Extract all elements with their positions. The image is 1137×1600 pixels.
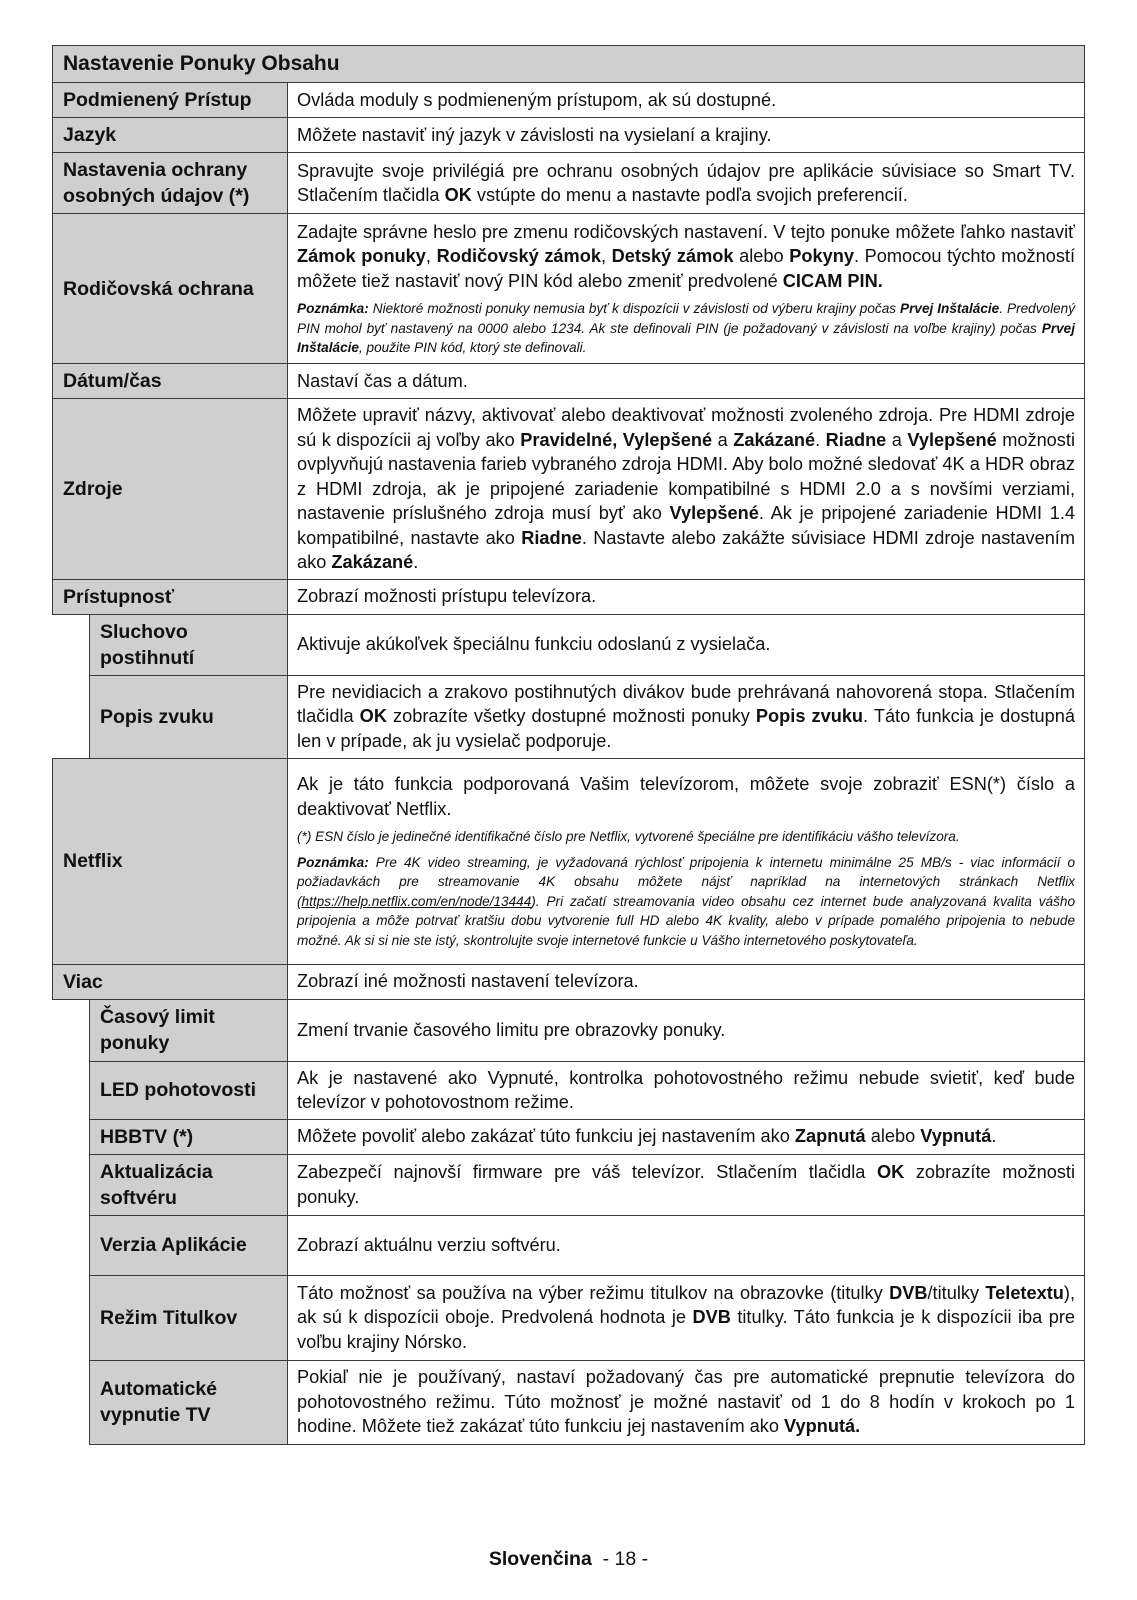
row-label: Aktualizácia softvéru [90, 1154, 288, 1215]
table-row [53, 153, 1085, 214]
row-description: Môžete povoliť alebo zakázať túto funkciu jej nastavením ako Zapnutá alebo Vypnutá. [288, 1119, 1085, 1154]
row-description: Pre nevidiacich a zrakovo postihnutých divákov bude prehrávaná nahovorená stopa. Stlačením tlačidla OK zobrazíte všetky dostupné možnosti ponuky Popis zvuku. Táto funkcia je dostupná len v prípade, ak ju vysielač podporuje. [288, 675, 1085, 758]
row-label: Netflix [53, 758, 288, 964]
row-label [53, 153, 288, 214]
indent-spacer [53, 1061, 90, 1119]
page-footer [0, 1548, 1137, 1571]
row-label-line: Nastavenia ochrany [63, 159, 248, 181]
row-label: Zdroje [53, 399, 288, 580]
row-label: Dátum/čas [53, 364, 288, 399]
row-description: Ovláda moduly s podmieneným prístupom, ak sú dostupné. [288, 83, 1085, 118]
table-title: Nastavenie Ponuky Obsahu [53, 46, 1085, 83]
indent-spacer [53, 1119, 90, 1154]
row-label: Viac [53, 964, 288, 999]
table-header-row [53, 46, 1085, 83]
row-description: Zmení trvanie časového limitu pre obrazovky ponuky. [288, 999, 1085, 1061]
table-row [53, 1360, 1085, 1444]
indent-spacer [53, 614, 90, 675]
row-description: Spravujte svoje privilégiá pre ochranu osobných údajov pre aplikácie súvisiace so Smart TV. Stlačením tlačidla OK vstúpte do menu a nastavte podľa svojich preferencií. [288, 153, 1085, 214]
row-label: Režim Titulkov [90, 1275, 288, 1360]
table-row [53, 1154, 1085, 1215]
table-row [53, 964, 1085, 999]
note-text: Poznámka: Niektoré možnosti ponuky nemusia byť k dispozícii v závislosti od výberu krajiny počas Prvej Inštalácie. Predvolený PIN mohol byť nastavený na 0000 alebo 1234. Ak ste definovali PIN (je požadovaný v závislosti na voľbe krajiny) počas Prvej Inštalácie, použite PIN kód, ktorý ste definovali. [297, 301, 1076, 355]
table-row [53, 758, 1085, 964]
row-label: Podmienený Prístup [53, 83, 288, 118]
settings-table [52, 45, 1085, 1445]
table-row [53, 214, 1085, 364]
indent-spacer [53, 675, 90, 758]
row-label-line: osobných údajov (*) [63, 185, 250, 207]
row-label: HBBTV (*) [90, 1119, 288, 1154]
indent-spacer [53, 1360, 90, 1444]
footer-language: Slovenčina [488, 1548, 592, 1570]
row-description: Nastaví čas a dátum. [288, 364, 1085, 399]
note-text: Poznámka: Pre 4K video streaming, je vyžadovaná rýchlosť pripojenia k internetu minimálne 25 MB/s - viac informácií o požiadavkách pre streamovanie 4K obsahu môžete nájsť napríklad na internetových stránkach Netflix (https://help.netflix.com/en/node/13444). Pri začatí streamovania video obsahu cez internet bude analyzovaná kvalita vášho pripojenia a môže potrvať kratšiu dobu vytvorenie full HD alebo 4K kvality, alebo v prípade pomalého pripojenia to nebude možné. Ak si si nie ste istý, skontrolujte svoje internetové funkcie u Vášho internetového poskytovateľa. [297, 854, 1076, 948]
table-row [53, 1061, 1085, 1119]
esn-note: (*) ESN číslo je jedinečné identifikačné číslo pre Netflix, vytvorené špeciálne pre identifikáciu vášho televízora. [297, 829, 960, 844]
row-label: Časový limit ponuky [90, 999, 288, 1061]
row-description: Zobrazí aktuálnu verziu softvéru. [288, 1215, 1085, 1275]
indent-spacer [53, 999, 90, 1061]
row-label: Sluchovo postihnutí [90, 614, 288, 675]
table-row [53, 83, 1085, 118]
indent-spacer [53, 1154, 90, 1215]
row-label: LED pohotovosti [90, 1061, 288, 1119]
table-row [53, 364, 1085, 399]
row-label: Jazyk [53, 118, 288, 153]
row-label: Prístupnosť [53, 579, 288, 614]
row-description: Môžete upraviť názvy, aktivovať alebo deaktivovať možnosti zvoleného zdroja. Pre HDMI zdroje sú k dispozícii aj voľby ako Pravidelné, Vylepšené a Zakázané. Riadne a Vylepšené možnosti ovplyvňujú nastavenia farieb vybraného zdroja HDMI. Aby bolo možné sledovať 4K a HDR obraz z HDMI zdroja, ak je pripojené zariadenie kompatibilné s HDMI 2.0 a s novšími verziami, nastavenie príslušného zdroja musí byť ako Vylepšené. Ak je pripojené zariadenie HDMI 1.4 kompatibilné, nastavte ako Riadne. Nastavte alebo zakážte súvisiace HDMI zdroje nastavením ako Zakázané. [288, 399, 1085, 580]
row-description: Zadajte správne heslo pre zmenu rodičovských nastavení. V tejto ponuke môžete ľahko nastaviť Zámok ponuky, Rodičovský zámok, Detský zámok alebo Pokyny. Pomocou týchto možností môžete tiež nastaviť nový PIN kód alebo zmeniť predvolené CICAM PIN. Poznámka: Niektoré možnosti ponuky nemusia byť k dispozícii v závislosti od výberu krajiny počas Prvej Inštalácie. Predvolený PIN mohol byť nastavený na 0000 alebo 1234. Ak ste definovali PIN (je požadovaný v závislosti na voľbe krajiny) počas Prvej Inštalácie, použite PIN kód, ktorý ste definovali. [288, 214, 1085, 364]
row-description: Ak je nastavené ako Vypnuté, kontrolka pohotovostného režimu nebude svietiť, keď bude televízor v pohotovostnom režime. [288, 1061, 1085, 1119]
indent-spacer [53, 1215, 90, 1275]
row-label: Verzia Aplikácie [90, 1215, 288, 1275]
row-description: Pokiaľ nie je používaný, nastaví požadovaný čas pre automatické prepnutie televízora do pohotovostného režimu. Túto možnosť je možné nastaviť od 1 do 8 hodín v krokoch po 1 hodine. Môžete tiež zakázať túto funkciu jej nastavením ako Vypnutá. [288, 1360, 1085, 1444]
row-description: Zobrazí možnosti prístupu televízora. [288, 579, 1085, 614]
table-row [53, 675, 1085, 758]
table-row [53, 1275, 1085, 1360]
table-row [53, 1215, 1085, 1275]
table-row [53, 1119, 1085, 1154]
table-row [53, 999, 1085, 1061]
row-description: Zabezpečí najnovší firmware pre váš televízor. Stlačením tlačidla OK zobrazíte možnosti ponuky. [288, 1154, 1085, 1215]
row-description: Zobrazí iné možnosti nastavení televízora. [288, 964, 1085, 999]
table-row [53, 614, 1085, 675]
table-row [53, 118, 1085, 153]
row-description: Môžete nastaviť iný jazyk v závislosti na vysielaní a krajiny. [288, 118, 1085, 153]
settings-table-page [52, 45, 1084, 1445]
row-label: Automatické vypnutie TV [90, 1360, 288, 1444]
row-description: Ak je táto funkcia podporovaná Vašim televízorom, môžete svoje zobraziť ESN(*) číslo a deaktivovať Netflix. (*) ESN číslo je jedinečné identifikačné číslo pre Netflix, vytvorené špeciálne pre identifikáciu vášho televízora. Poznámka: Pre 4K video streaming, je vyžadovaná rýchlosť pripojenia k internetu minimálne 25 MB/s - viac informácií o požiadavkách pre streamovanie 4K obsahu môžete nájsť napríklad na internetových stránkach Netflix (https://help.netflix.com/en/node/13444). Pri začatí streamovania video obsahu cez internet bude analyzovaná kvalita vášho pripojenia a môže potrvať kratšiu dobu vytvorenie full HD alebo 4K kvality, alebo v prípade pomalého pripojenia to nebude možné. Ak si si nie ste istý, skontrolujte svoje internetové funkcie u Vášho internetového poskytovateľa. [288, 758, 1085, 964]
row-description: Aktivuje akúkoľvek špeciálnu funkciu odoslanú z vysielača. [288, 614, 1085, 675]
page-number: - 18 - [591, 1548, 649, 1570]
row-description: Táto možnosť sa používa na výber režimu titulkov na obrazovke (titulky DVB/titulky Teletextu), ak sú k dispozícii oboje. Predvolená hodnota je DVB titulky. Táto funkcia je k dispozícii iba pre voľbu krajiny Nórsko. [288, 1275, 1085, 1360]
row-label: Popis zvuku [90, 675, 288, 758]
table-row [53, 399, 1085, 580]
indent-spacer [53, 1275, 90, 1360]
table-row [53, 579, 1085, 614]
netflix-help-link[interactable]: https://help.netflix.com/en/node/13444 [301, 893, 532, 909]
row-label: Rodičovská ochrana [53, 214, 288, 364]
